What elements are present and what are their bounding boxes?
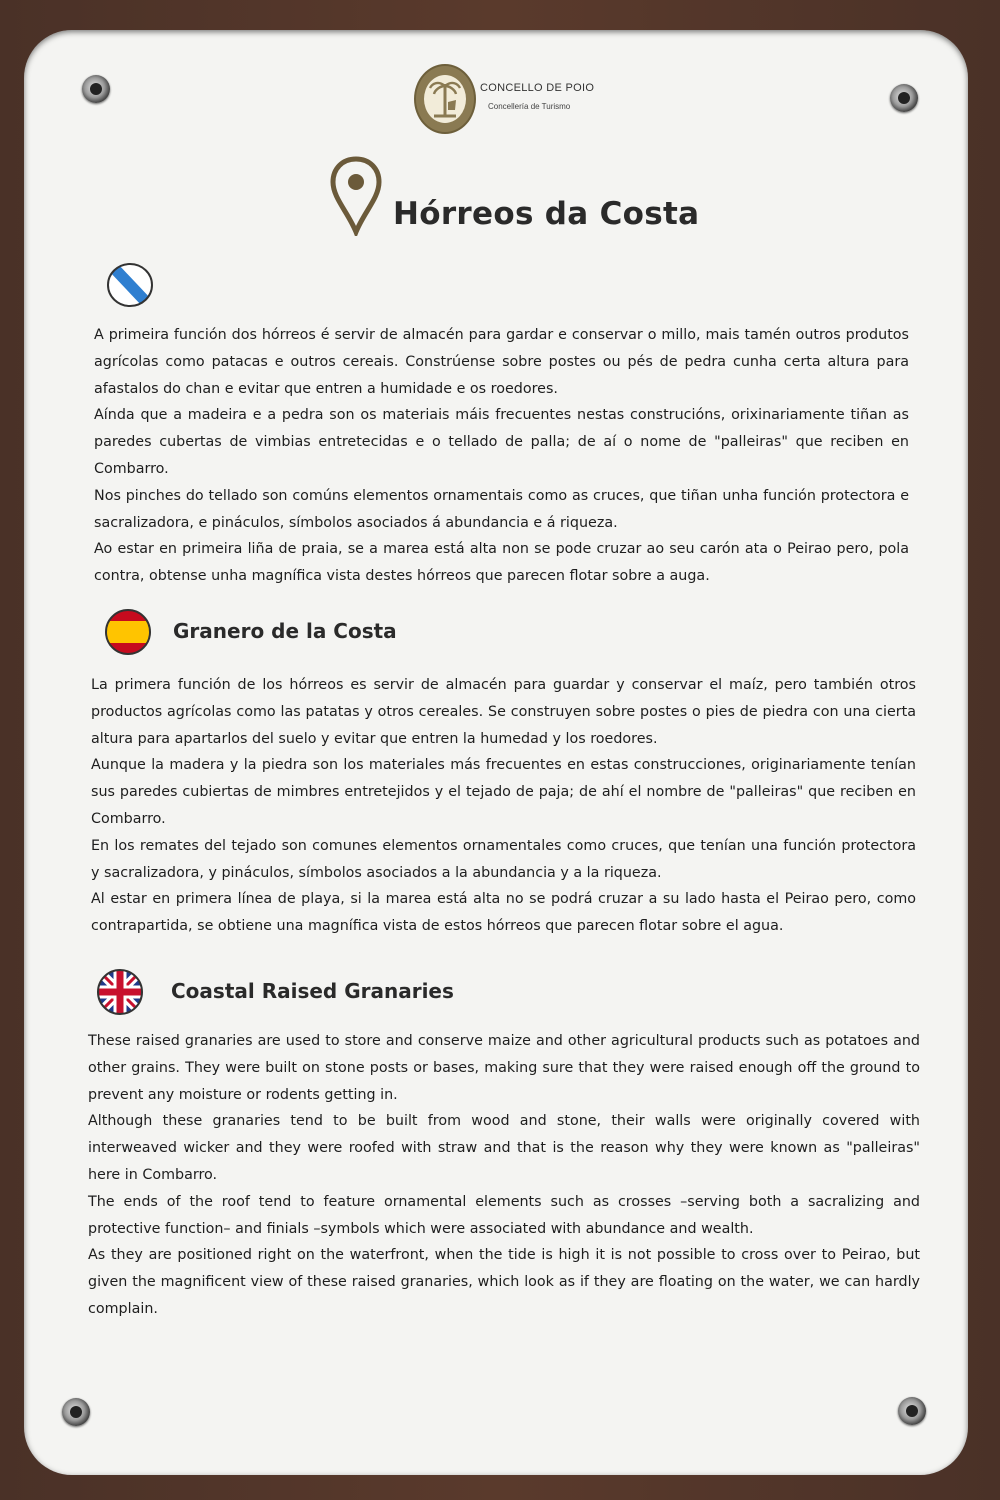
screw-icon	[898, 1397, 926, 1425]
spanish-paragraph-3: En los remates del tejado son comunes elementos ornamentales como cruces, que tenían una función protectora y sacralizadora, y pináculos, símbolos asociados a la abundancia y a la riqueza.	[91, 837, 916, 881]
english-paragraph-2: Although these granaries tend to be built from wood and stone, their walls were originally covered with interweaved wicker and they were roofed with straw and that is the reason why they were known as "palleiras" here in Combarro.	[88, 1113, 920, 1183]
screw-icon	[62, 1398, 90, 1426]
galicia-flag-icon	[106, 262, 154, 308]
screw-icon	[82, 75, 110, 103]
galician-paragraph-4: Ao estar en primeira liña de praia, se a marea está alta non se pode cruzar ao seu carón ata o Peirao pero, pola contra, obtense unha magnífica vista destes hórreos que parecen flotar sobre a auga.	[94, 541, 909, 585]
galician-paragraph-1: A primeira función dos hórreos é servir de almacén para gardar e conservar o millo, mais tamén outros produtos agrícolas como patacas e outros cereais. Constrúense sobre postes ou pés de pedra cunha certa altura para afastalos do chan e evitar que entren a humidade e os roedores.	[94, 327, 909, 397]
spanish-section-title: Granero de la Costa	[173, 619, 397, 643]
english-text-block	[88, 1028, 920, 1323]
spanish-text-block	[91, 672, 916, 940]
galician-paragraph-2: Aínda que a madeira e a pedra son os materiais máis frecuentes nestas construcións, orixinariamente tiñan as paredes cubertas de vimbias entretecidas e o tellado de palla; de aí o nome de "palleiras" que reciben en Combarro.	[94, 407, 909, 477]
spanish-paragraph-1: La primera función de los hórreos es servir de almacén para guardar y conservar el maíz, pero también otros productos agrícolas como las patatas y otros cereales. Se construyen sobre postes o pies de piedra con una cierta altura para apartarlos del suelo y evitar que entren la humedad y los roedores.	[91, 677, 916, 747]
english-paragraph-3: The ends of the roof tend to feature ornamental elements such as crosses –serving both a sacralizing and protective function– and finials –symbols which were associated with abundance and wealth.	[88, 1193, 920, 1237]
spanish-paragraph-2: Aunque la madera y la piedra son los materiales más frecuentes en estas construcciones, originariamente tenían sus paredes cubiertas de mimbres entretejidos y el tejado de paja; de ahí el nombre de "palleiras" que reciben en Combarro.	[91, 757, 916, 827]
concello-logo	[414, 64, 654, 136]
english-paragraph-1: These raised granaries are used to store and conserve maize and other agricultural products such as potatoes and other grains. They were built on stone posts or bases, making sure that they were raised enough off the ground to prevent any moisture or rodents getting in.	[88, 1033, 920, 1103]
logo-subtitle: Concellería de Turismo	[488, 102, 571, 111]
uk-flag-icon	[96, 968, 144, 1016]
galician-text-block	[94, 322, 909, 590]
english-section-title: Coastal Raised Granaries	[171, 979, 454, 1003]
logo-title: CONCELLO DE POIO	[480, 82, 595, 94]
main-title: Hórreos da Costa	[393, 196, 700, 232]
english-paragraph-4: As they are positioned right on the waterfront, when the tide is high it is not possible to cross over to Peirao, but given the magnificent view of these raised granaries, which look as if they are floating on the water, we can hardly complain.	[88, 1247, 920, 1317]
palm-tree-emblem-icon	[414, 64, 476, 134]
spanish-paragraph-4: Al estar en primera línea de playa, si la marea está alta no se podrá cruzar a su lado hasta el Peirao pero, como contrapartida, se obtiene una magnífica vista de estos hórreos que parecen flotar sobre el agua.	[91, 891, 916, 935]
spain-flag-icon	[104, 608, 152, 656]
screw-icon	[890, 84, 918, 112]
galician-paragraph-3: Nos pinches do tellado son comúns elementos ornamentais como as cruces, que tiñan unha función protectora e sacralizadora, e pináculos, símbolos asociados á abundancia e á riqueza.	[94, 487, 909, 531]
location-pin-icon	[330, 156, 382, 236]
